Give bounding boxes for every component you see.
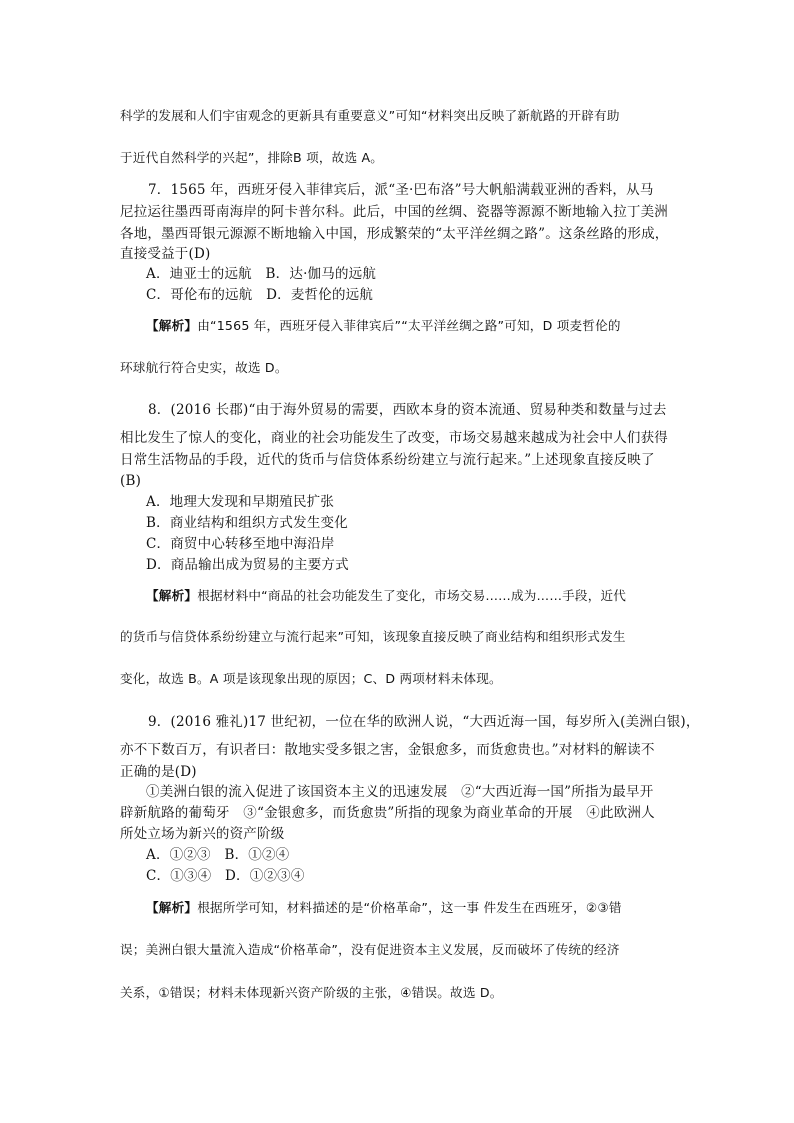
q8-option-c: C．商贸中心转移至地中海沿岸 (146, 536, 335, 552)
q9-analysis-line-3: 关系，①错误；材料未体现新兴资产阶级的主张，④错误。故选 D。 (120, 985, 503, 1000)
q8-stem-line-4: (B) (120, 473, 142, 489)
q9-stem-line-3: 正确的是(D) (120, 764, 197, 780)
q7-analysis-line-2: 环球航行符合史实，故选 D。 (120, 360, 288, 375)
q9-option-line-2: C．①③④ D．①②③④ (146, 868, 305, 884)
q9-stem-line-2: 亦不下数百万，有识者曰：散地实受多银之害，金银愈多，而货愈贵也。”对材料的解读不 (120, 742, 655, 758)
analysis-tag: 【解析】 (146, 588, 198, 603)
q9-option-line-1: A．①②③ B．①②④ (146, 847, 290, 863)
q9-stem-line-1: 9．(2016 雅礼)17 世纪初，一位在华的欧洲人说，“大西近海一国，每岁所入(美洲白银)， (148, 714, 700, 730)
q7-stem-line-2: 尼拉运往墨西哥南海岸的阿卡普尔科。此后，中国的丝绸、瓷器等源源不断地输入拉丁美洲 (120, 204, 668, 220)
q7-stem-line-3: 各地，墨西哥银元源源不断地输入中国，形成繁荣的“太平洋丝绸之路”。这条丝路的形成， (120, 226, 669, 242)
prev-analysis-line-1: 科学的发展和人们宇宙观念的更新具有重要意义”可知“材料突出反映了新航路的开辟有助 (120, 108, 620, 123)
q7-stem-line-1: 7．1565 年，西班牙侵入菲律宾后，派“圣·巴布洛”号大帆船满载亚洲的香料，从马 (148, 182, 654, 198)
q9-analysis-text: 根据所学可知，材料描述的是“价格革命”，这一事 件发生在西班牙，②③错 (197, 900, 622, 915)
q9-statements-line-2: 辟新航路的葡萄牙 ③“金银愈多，而货愈贵”所指的现象为商业革命的开展 ④此欧洲人 (120, 805, 655, 821)
q9-statements-line-1: ①美洲白银的流入促进了该国资本主义的迅速发展 ②“大西近海一国”所指为最早开 (146, 784, 654, 800)
q9-statements-line-3: 所处立场为新兴的资产阶级 (120, 826, 285, 842)
analysis-tag: 【解析】 (146, 900, 198, 915)
q7-analysis-line-1 (146, 316, 621, 336)
q7-option-line-1: A．迪亚士的远航 B．达·伽马的远航 (146, 266, 377, 282)
q9-analysis-line-1 (146, 898, 622, 918)
analysis-tag: 【解析】 (146, 318, 198, 333)
q8-analysis-line-3: 变化，故选 B。A 项是该现象出现的原因；C、D 两项材料未体现。 (120, 671, 502, 686)
q8-analysis-line-2: 的货币与信贷体系纷纷建立与流行起来”可知，该现象直接反映了商业结构和组织形式发生 (120, 629, 626, 644)
q9-analysis-line-2: 误；美洲白银大量流入造成“价格革命”，没有促进资本主义发展，反而破坏了传统的经济 (120, 942, 620, 957)
q8-analysis-line-1 (146, 586, 626, 606)
q8-option-a: A．地理大发现和早期殖民扩张 (146, 494, 335, 510)
q8-option-d: D．商品输出成为贸易的主要方式 (146, 557, 349, 573)
q8-stem-line-2: 相比发生了惊人的变化，商业的社会功能发生了改变，市场交易越来越成为社会中人们获得 (120, 430, 668, 446)
prev-analysis-line-2: 于近代自然科学的兴起”，排除B 项，故选 A。 (120, 150, 384, 165)
q8-option-b: B．商业结构和组织方式发生变化 (146, 515, 348, 531)
q7-stem-line-4: 直接受益于(D) (120, 246, 211, 262)
q8-stem-line-1: 8．(2016 长郡)“由于海外贸易的需要，西欧本身的资本流通、贸易种类和数量与过去 (148, 402, 667, 418)
q7-option-line-2: C．哥伦布的远航 D．麦哲伦的远航 (146, 287, 374, 303)
q8-analysis-text: 根据材料中“商品的社会功能发生了变化，市场交易……成为……手段，近代 (197, 588, 627, 603)
q8-stem-line-3: 日常生活物品的手段，近代的货币与信贷体系纷纷建立与流行起来。”上述现象直接反映了 (120, 452, 655, 468)
q7-analysis-text: 由“1565 年，西班牙侵入菲律宾后”“太平洋丝绸之路”可知，D 项麦哲伦的 (197, 318, 621, 333)
